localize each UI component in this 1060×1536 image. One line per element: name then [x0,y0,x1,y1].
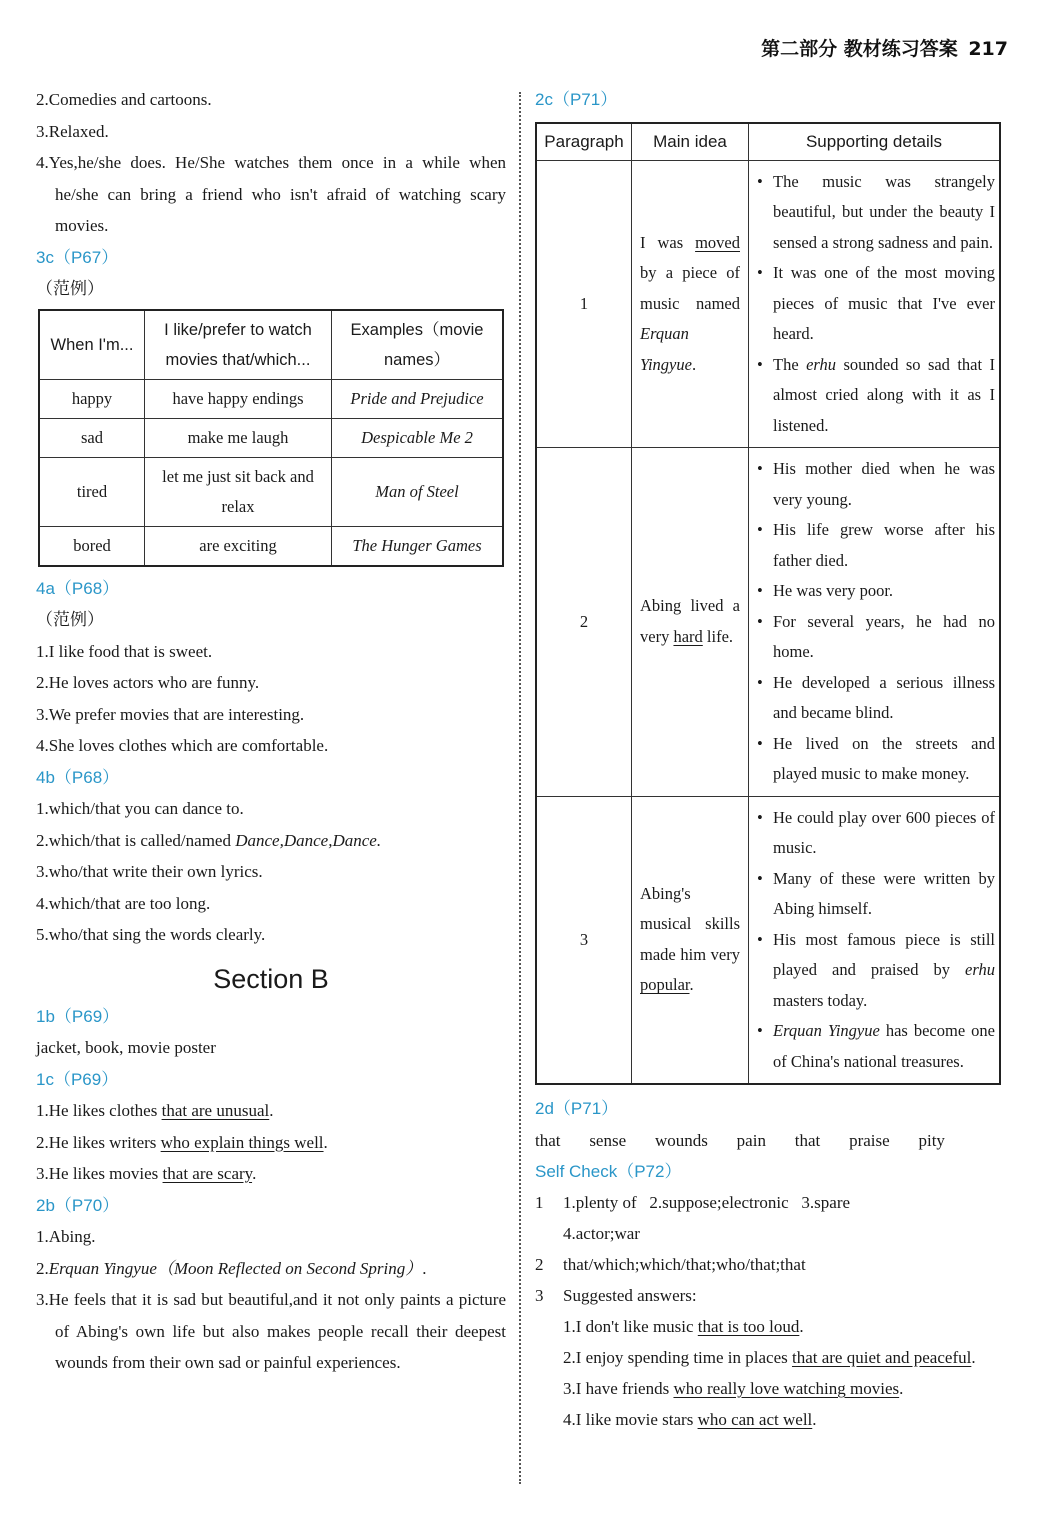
main-idea-text: life. [702,626,734,646]
item-number: 1 [535,1193,544,1212]
word: that [794,1130,821,1150]
instrument-name: erhu [806,354,837,374]
detail-item: • He was very poor. [757,576,995,607]
suggested-answer [563,1373,1005,1404]
item-number: 3 [535,1286,544,1305]
table-row [536,160,1000,448]
underlined-answer: hard [673,626,703,646]
exercise-heading-2d: 2d（P71） [535,1099,619,1118]
table-2c [535,122,1001,1086]
suggested-answer [563,1342,1005,1373]
underlined-answer: who can act well [697,1410,813,1429]
table-header-cell: When I'm... [39,310,145,380]
answer-text: . [323,1132,328,1152]
answer-line [36,1253,506,1285]
answer-text: . [269,1101,274,1120]
table-row [536,448,1000,797]
table-header-cell: Supporting details [749,123,1001,161]
underlined-answer: popular [640,975,690,995]
answer-text: . [252,1164,257,1183]
detail-text: sounded so sad that I almost cried along with it as I listened. [773,354,995,435]
answer-line: jacket, book, movie poster [36,1038,216,1057]
detail-text: The [773,354,807,374]
underlined-answer: that are unusual [161,1101,270,1120]
answer-line: 1.plenty of 2.suppose;electronic 3.spare [563,1193,851,1212]
table-row [39,457,503,526]
underlined-answer: who really love watching movies [673,1379,900,1398]
example-note: （范例） [36,279,104,298]
table-cell: Man of Steel [332,457,504,526]
underlined-answer: that is too loud [697,1317,800,1336]
underlined-answer: moved [695,232,740,252]
detail-item [757,925,995,1017]
paragraph-number: 1 [536,160,632,448]
answer-line: 1.which/that you can dance to. [36,799,244,818]
item-number: 2 [535,1255,544,1274]
page-number: 217 [968,38,1008,60]
underlined-answer: that are scary [162,1164,253,1183]
main-idea-text: Abing's musical skills made him very [640,883,740,964]
answer-line: that/which;which/that;who/that;that [563,1255,806,1274]
answer-text: . [899,1379,904,1398]
suggested-answer [563,1311,1005,1342]
detail-item: • He lived on the streets and played music to make money. [757,729,995,790]
answer-text: 2.He likes writers [36,1132,161,1152]
main-idea-text: by a piece of music named [640,263,740,313]
exercise-heading-4a: 4a（P68） [36,578,120,598]
detail-text: has become one of China's national treasures. [773,1021,996,1071]
answer-text: . [971,1348,976,1367]
exercise-heading-3c: 3c（P67） [36,247,119,267]
main-idea-text: . [689,975,694,995]
page-header [761,34,1008,61]
answer-line: 2.Comedies and cartoons. [36,90,212,109]
exercise-heading-2c: 2c（P71） [535,90,618,109]
answer-text: 2.which/that is called/named [36,830,236,850]
detail-item [757,1016,995,1077]
detail-item: • He could play over 600 pieces of music. [757,803,995,864]
self-check-item [535,1187,1005,1249]
detail-text: masters today. [773,990,868,1010]
answer-line [36,825,506,857]
word-list [535,1125,945,1156]
detail-item: • It was one of the most moving pieces of music that I've ever heard. [757,258,995,350]
table-cell: The Hunger Games [332,526,504,566]
table-header-cell: I like/prefer to watch movies that/which... [145,310,332,380]
answer-line: 3.who/that write their own lyrics. [36,862,263,881]
left-column [36,84,506,1379]
answer-text: 3.I have friends [563,1379,674,1398]
answer-text: . [422,1258,427,1278]
answer-line: Suggested answers: [563,1286,697,1305]
suggested-answer [563,1404,1005,1435]
answer-text: . [812,1410,817,1429]
table-cell: happy [39,379,145,418]
answer-line [36,1095,506,1127]
music-title: Erquan Yingyue [773,1021,880,1040]
right-column [535,84,1005,1435]
header-section-title: 第二部分 教材练习答案 [761,38,958,60]
table-cell: have happy endings [145,379,332,418]
table-header-cell: Main idea [632,123,749,161]
answer-line: 3.Relaxed. [36,121,109,141]
table-cell: make me laugh [145,418,332,457]
self-check-item [535,1249,1005,1280]
detail-item: • Many of these were written by Abing himself. [757,864,995,925]
table-header-row [39,310,503,380]
exercise-heading-self-check: Self Check（P72） [535,1161,682,1181]
detail-item: • For several years, he had no home. [757,607,995,668]
word: pity [918,1130,945,1150]
main-idea-text: I was [640,232,696,252]
underlined-answer: that are quiet and peaceful [791,1348,972,1367]
answer-line: 1.Abing. [36,1227,96,1246]
word: wounds [654,1130,708,1150]
answer-text: 2.I enjoy spending time in places [563,1348,792,1367]
music-title: Erquan Yingyue [640,324,692,374]
detail-item [757,350,995,442]
answer-line [36,1158,506,1190]
answer-text: 3.He likes movies [36,1164,163,1183]
detail-item: • His mother died when he was very young. [757,454,995,515]
section-title: Section B [213,963,329,994]
paragraph-number: 3 [536,796,632,1084]
table-row [536,796,1000,1084]
answer-line: 5.who/that sing the words clearly. [36,925,266,944]
exercise-heading-1c: 1c（P69） [36,1069,119,1089]
answer-line: 2.He loves actors who are funny. [36,673,260,692]
detail-text: His most famous piece is still played and praised by [773,929,995,979]
answer-line [36,1127,506,1159]
answer-line: 4.actor;war [563,1224,640,1243]
main-idea [632,796,749,1084]
table-cell: tired [39,457,145,526]
answer-line: 4.She loves clothes which are comfortable. [36,736,329,755]
main-idea-text: Abing lived a very [640,596,740,646]
supporting-details [749,796,1001,1084]
table-cell: Despicable Me 2 [332,418,504,457]
exercise-heading-4b: 4b（P68） [36,767,120,787]
main-idea-text: . [691,354,697,374]
table-row [39,418,503,457]
answer-text: 2. [36,1258,49,1278]
answer-line: 3.He feels that it is sad but beautiful,and it not only paints a picture of Abing's own life but also makes people recall their deepest wounds from their own sad or painful experiences. [36,1290,506,1372]
answer-text: 4.I like movie stars [563,1410,698,1429]
detail-item: • His life grew worse after his father died. [757,515,995,576]
table-row [39,379,503,418]
self-check-item [535,1280,1005,1435]
instrument-name: erhu [965,960,995,979]
answer-line: 4.which/that are too long. [36,893,211,913]
table-3c [38,309,504,567]
answer-line: 4.Yes,he/she does. He/She watches them once in a while when he/she can bring a friend who isn't afraid of watching scary movies. [36,153,506,235]
answer-text: . [799,1317,804,1336]
detail-item: • The music was strangely beautiful, but under the beauty I sensed a strong sadness and pain. [757,167,995,259]
word: sense [589,1130,627,1150]
main-idea [632,160,749,448]
answer-text: 1.I don't like music [563,1317,698,1336]
underlined-answer: who explain things well [160,1132,324,1152]
paragraph-number: 2 [536,448,632,797]
word: pain [736,1130,766,1150]
answer-text: 1.He likes clothes [36,1101,162,1120]
exercise-heading-1b: 1b（P69） [36,1006,120,1026]
music-title: Erquan Yingyue [48,1258,157,1278]
column-divider [519,92,521,1484]
song-title: Dance,Dance,Dance. [235,830,382,850]
table-cell: Pride and Prejudice [332,379,504,418]
music-title-english: （Moon Reflected on Second Spring） [156,1258,423,1278]
table-header-cell: Examples（movie names） [332,310,504,380]
table-header-row [536,123,1000,161]
answer-line: 1.I like food that is sweet. [36,641,213,661]
main-idea [632,448,749,797]
item-body [563,1280,1005,1435]
detail-item: • He developed a serious illness and became blind. [757,668,995,729]
answer-line: 3.We prefer movies that are interesting. [36,704,305,724]
table-cell: are exciting [145,526,332,566]
supporting-details [749,160,1001,448]
table-cell: let me just sit back and relax [145,457,332,526]
table-cell: bored [39,526,145,566]
example-note: （范例） [36,610,104,629]
supporting-details [749,448,1001,797]
table-cell: sad [39,418,145,457]
item-body [563,1187,1005,1249]
table-header-cell: Paragraph [536,123,632,161]
exercise-heading-2b: 2b（P70） [36,1195,120,1215]
word: that [535,1130,561,1150]
word: praise [849,1130,890,1150]
table-row [39,526,503,566]
